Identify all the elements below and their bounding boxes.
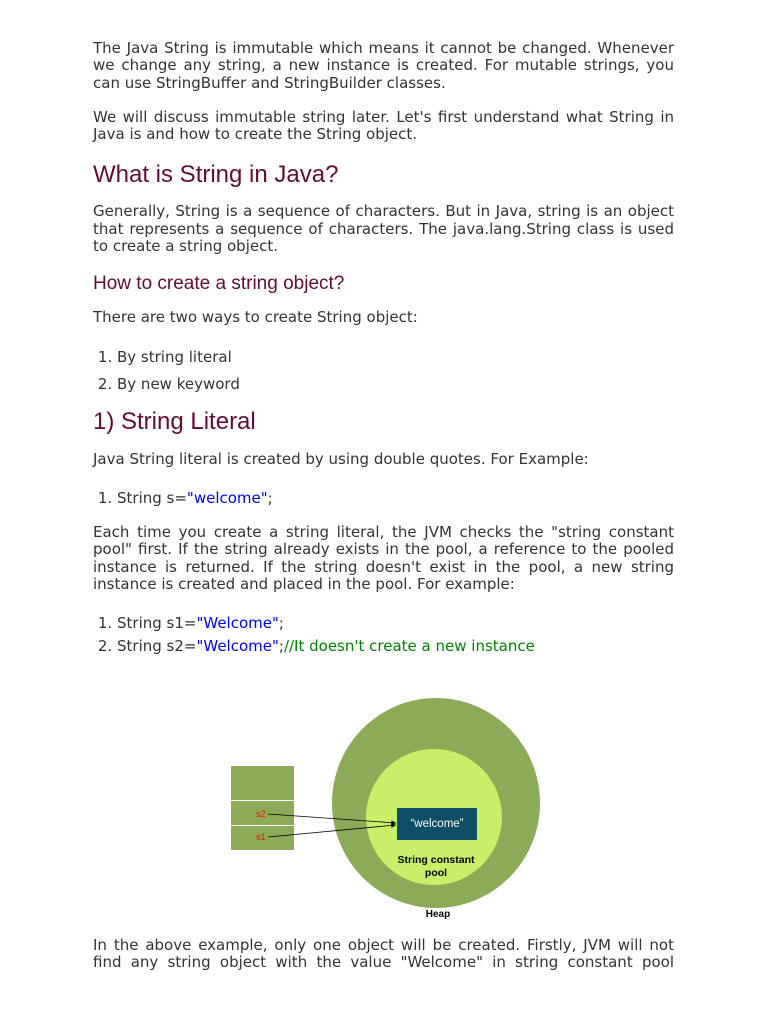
article-body — [93, 40, 674, 655]
intro-paragraph-2: We will discuss immutable string later. Let's first understand what String in Java is and how to create the String object. — [93, 107, 674, 144]
code-string: "Welcome" — [196, 614, 279, 633]
pool-label: String constant — [397, 854, 475, 866]
code-text: ; — [267, 488, 273, 507]
what-is-string-paragraph: Generally, String is a sequence of characters. But in Java, string is an object that represents a sequence of characters. The java.lang.String class is used to create a string object. — [93, 202, 674, 256]
code-example-1 — [93, 490, 674, 507]
code-comment: //It doesn't create a new instance — [283, 637, 535, 656]
intro-paragraph-1: The Java String is immutable which means it cannot be changed. Whenever we change any string, a new instance is created. For mutable strings, you can use StringBuffer and StringBuilder classes. — [93, 39, 674, 92]
code-string: "welcome" — [186, 488, 268, 507]
heading-what-is-string: What is String in Java? — [93, 161, 339, 189]
code-string: "Welcome" — [196, 637, 279, 656]
code-text: ; — [278, 614, 284, 633]
heading-how-to-create: How to create a string object? — [93, 273, 345, 295]
literal-paragraph: Java String literal is created by using double quotes. For Example: — [93, 449, 589, 468]
pool-paragraph: Each time you create a string literal, the JVM checks the "string constant pool" first. If the string already exists in the pool, a reference to the pooled instance is returned. If the string doesn't exist in the pool, a new string instance is created and placed in the pool. For example: — [93, 522, 674, 593]
stack-cell — [231, 766, 294, 800]
stack-label-s2: s2 — [256, 809, 266, 819]
code-line — [117, 638, 674, 655]
stack-label-s1: s1 — [256, 832, 266, 842]
list-item: 2. By new keyword — [117, 376, 674, 393]
ways-list — [93, 349, 674, 393]
string-pool-diagram — [228, 696, 544, 920]
code-text: String s1= — [117, 614, 197, 633]
heap-label: Heap — [425, 909, 451, 920]
code-line — [117, 490, 674, 507]
code-text: String s2= — [117, 637, 197, 656]
outro-paragraph: In the above example, only one object will be created. Firstly, JVM will not find any string object with the value "Welcome" in string constant pool — [93, 936, 674, 972]
code-text: String s= — [117, 488, 187, 507]
ways-intro-paragraph: There are two ways to create String object: — [93, 308, 418, 327]
pool-label-line-2: pool — [424, 867, 448, 879]
list-item: 1. By string literal — [117, 349, 674, 366]
code-text: ; — [278, 637, 284, 656]
welcome-object-text: “welcome” — [410, 818, 464, 830]
code-example-2 — [93, 615, 674, 655]
heading-string-literal: 1) String Literal — [93, 407, 256, 435]
code-line — [117, 615, 674, 632]
